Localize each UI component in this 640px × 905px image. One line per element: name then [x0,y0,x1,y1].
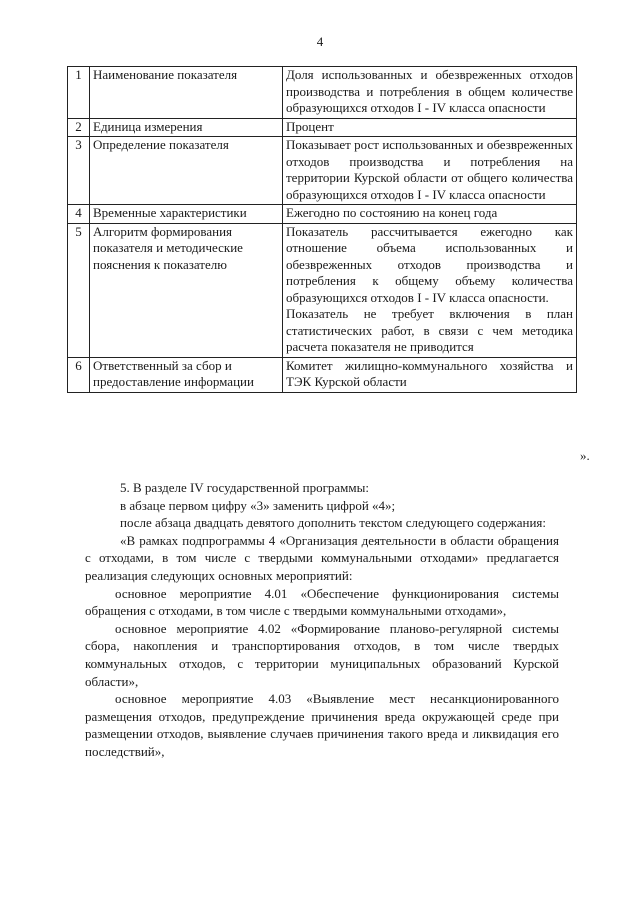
row-number: 5 [68,223,90,357]
row-value [283,223,577,357]
row-number: 4 [68,205,90,224]
row-name: Определение показателя [90,137,283,205]
row-value: Ежегодно по состоянию на конец года [283,205,577,224]
table-row [68,118,577,137]
table-row [68,205,577,224]
row-value: Доля использованных и обезвреженных отходов производства и потребления в общем количестве образующихся отходов I - IV класса опасности [283,67,577,119]
table-row [68,357,577,392]
row-number: 2 [68,118,90,137]
paragraph: в абзаце первом цифру «3» заменить цифрой «4»; [120,497,396,513]
table-row [68,223,577,357]
row-value-part: Показатель не требует включения в план статистических работ, в связи с чем методика расчета показателя не приводится [286,306,573,354]
paragraph: после абзаца двадцать девятого дополнить текстом следующего содержания: [120,515,547,531]
paragraph: основное мероприятие 4.02 «Формирование планово-регулярной системы сбора, накопления и транспортирования отходов, в том числе твердых коммунальных отходов, с территории муниципальных образований Курской области», [85,620,559,689]
paragraph: основное мероприятие 4.01 «Обеспечение функционирования системы обращения с отходами, в том числе с твердыми коммунальными отходами», [85,585,559,619]
paragraph: 5. В разделе IV государственной программы: [120,480,369,495]
row-value: Комитет жилищно-коммунального хозяйства и ТЭК Курской области [283,357,577,392]
row-number: 1 [68,67,90,119]
row-value: Показывает рост использованных и обезвреженных отходов производства и потребления на территории Курской области от общего количества образующихся отходов I - IV класса опасности [283,137,577,205]
indicator-table [67,66,577,393]
row-name: Алгоритм формирования показателя и методические пояснения к показателю [90,223,283,357]
row-value: Процент [283,118,577,137]
row-number: 6 [68,357,90,392]
row-value-part: Показатель рассчитывается ежегодно как отношение объема использованных и обезвреженных отходов производства и потребления к общему объему количества образующихся отходов I - IV класса опасности. [286,223,573,305]
row-name: Наименование показателя [90,67,283,119]
closing-quote: ». [580,448,590,463]
body-text [85,479,559,761]
row-number: 3 [68,137,90,205]
page-number: 4 [316,34,324,49]
row-name: Ответственный за сбор и предоставление информации [90,357,283,392]
paragraph: «В рамках подпрограммы 4 «Организация деятельности в области обращения с отходами, в том числе с твердыми коммунальными отходами» предлагается реализация следующих основных мероприятий: [85,532,559,583]
row-name: Временные характеристики [90,205,283,224]
table-row [68,67,577,119]
paragraph: основное мероприятие 4.03 «Выявление мест несанкционированного размещения отходов, предупреждение причинения вреда окружающей среде при размещении отходов, выявление случаев причинения такого вреда и ликвидация его последствий», [85,691,559,759]
row-name: Единица измерения [90,118,283,137]
table-row [68,137,577,205]
